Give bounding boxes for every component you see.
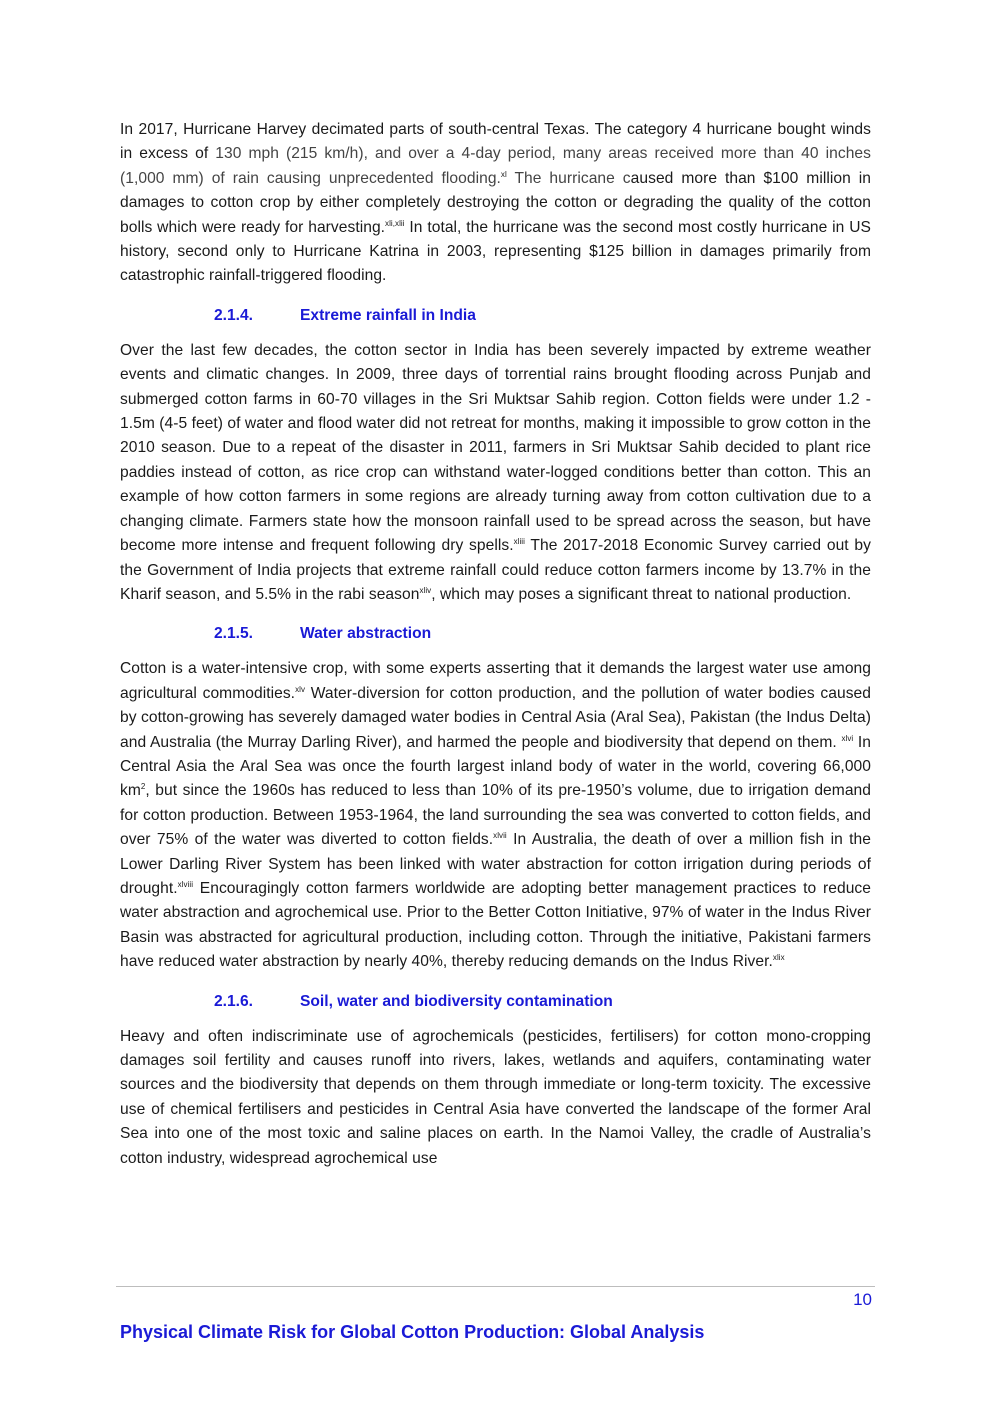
section-number: 2.1.6. [214, 992, 254, 1010]
text-run: Over the last few decades, the cotton sector in India has been severely impacted by extreme weather events and climatic changes. In 2009, three days of torrential rains brought flooding across Punjab and submerged cotton farms in 60-70 villages in the Sri Muktsar Sahib region. Cotton fields were under 1.2 - 1.5m (4-5 feet) of water and flood water did not retreat for months, making it impossible to grow cotton in the 2010 season. Due to a repeat of the disaster in 2011, farmers in Sri Muktsar Sahib decided to plant rice paddies instead of cotton, as rice crop can withstand water-logged conditions better than cotton. This an example of how cotton farmers in some regions are already turning away from cotton cultivation due to a changing climate. Farmers state how the monsoon rainfall used to be spread across the season, but have become more intense and frequent following dry spells. [120, 341, 871, 555]
text-run: The 2017-2018 Economic Survey carried out by the Government of India projects that extreme rainfall could reduce cotton farmers income by 13.7% in the Kharif season, and 5.5% in the rabi season [120, 537, 871, 603]
footer-divider [116, 1286, 875, 1287]
footnote-ref: xli,xlii [385, 218, 405, 228]
section-title: Extreme rainfall in India [300, 306, 476, 324]
paragraph-water-abstraction [120, 657, 871, 974]
text-run: Cotton is a water-intensive crop, with some experts asserting that it demands the largest water use among agricultural commodities. [120, 660, 871, 702]
text-run: In total, the hurricane was the second most costly hurricane in US history, second only to Hurricane Katrina in 2003, representing $125 billion in damages primarily from catastrophic rainfall-triggered flooding. [120, 218, 871, 285]
section-heading-extreme-rainfall [214, 306, 871, 326]
text-run: Encouragingly cotton farmers worldwide are adopting better management practices to reduce water abstraction and agrochemical use. Prior to the Better Cotton Initiative, 97% of water in the Indus River Basin was abstracted for agricultural production, including cotton. Through the initiative, Pakistani farmers have reduced water abstraction by nearly 40%, thereby reducing demands on the Indus River. [120, 879, 871, 971]
text-run: Heavy and often indiscriminate use of agrochemicals (pesticides, fertilisers) for cotton mono-cropping damages soil fertility and causes runoff into rivers, lakes, wetlands and aquifers, contaminating water sources and the biodiversity that depends on them through immediate or long-term toxicity. The excessive use of chemical fertilisers and pesticides in Central Asia have converted the landscape of the former Aral Sea into one of the most toxic and saline places on earth. In the Namoi Valley, the cradle of Australia’s cotton industry, widespread agrochemical use [120, 1027, 871, 1167]
page-number: 10 [853, 1290, 872, 1309]
footnote-ref: xl [500, 169, 507, 179]
footnote-ref: xlviii [177, 879, 194, 889]
footnote-ref: xlv [295, 684, 305, 694]
text-run: Water-diversion for cotton production, and the pollution of water bodies caused by cotton-growing has severely damaged water bodies in Central Asia (Aral Sea), Pakistan (the Indus Delta) and Australia (the Murray Darling River), and harmed the people and biodiversity that depend on them. [120, 684, 872, 751]
footnote-ref: xliii [513, 537, 525, 547]
section-heading-contamination [214, 992, 871, 1012]
footer-document-title: Physical Climate Risk for Global Cotton Production: Global Analysis [120, 1322, 705, 1342]
text-run: In Central Asia the Aral Sea was once the fourth largest inland body of water in the world, covering 66,000 km [120, 733, 871, 800]
paragraph-extreme-rainfall [120, 339, 871, 607]
footnote-ref: xlvi [841, 733, 854, 743]
paragraph-contamination [120, 1025, 871, 1171]
text-run: aused more than $100 million in damages to cotton crop by either completely destroying the cotton or degrading the quality of the cotton bolls which were ready for harvesting. [120, 169, 871, 236]
section-number: 2.1.5. [214, 625, 254, 643]
text-run: In Australia, the death of over a million fish in the Lower Darling River System has been linked with water abstraction for cotton irrigation during periods of drought. [120, 831, 871, 897]
section-title: Water abstraction [300, 625, 432, 643]
section-title: Soil, water and biodiversity contamination [300, 992, 613, 1010]
text-run: , but since the 1960s has reduced to less than 10% of its pre-1950’s volume, due to irrigation demand for cotton production. Between 1953-1964, the land surrounding the sea was converted to cotton fields, and over 75% of the water was diverted to cotton fields. [120, 782, 871, 849]
footnote-ref: xliv [419, 585, 432, 595]
page-content [120, 118, 871, 1171]
text-run: In 2017, Hurricane Harvey decimated parts of south-central Texas. The category 4 hurricane bought winds in excess of [120, 121, 871, 163]
paragraph-hurricane-harvey [120, 118, 871, 289]
text-run: , which may poses a significant threat to national production. [431, 585, 852, 603]
text-run-quoted: 130 mph (215 km/h), and over a 4-day period, many areas received more than 40 inches (1,000 mm) of rain causing unprecedented flooding. [120, 145, 872, 187]
text-run-quoted: The hurricane c [506, 169, 631, 187]
footnote-ref: xlix [772, 953, 785, 963]
footnote-ref: xlvii [493, 831, 507, 841]
section-number: 2.1.4. [214, 306, 254, 324]
section-heading-water-abstraction [214, 624, 871, 644]
superscript-squared: 2 [140, 782, 146, 792]
